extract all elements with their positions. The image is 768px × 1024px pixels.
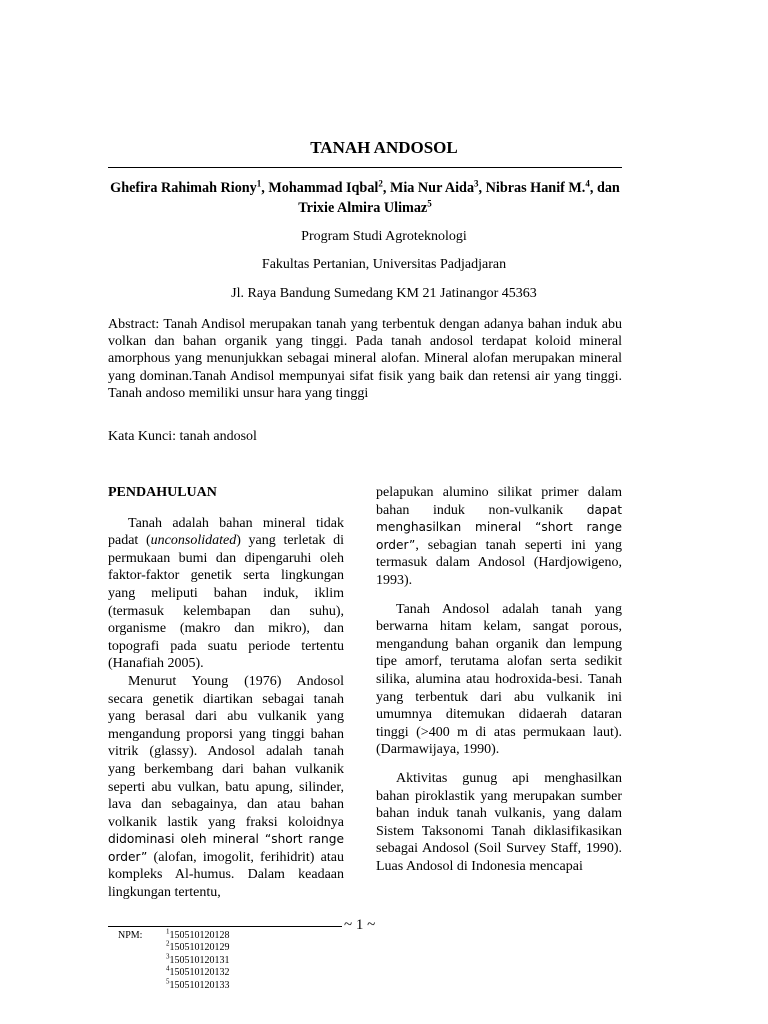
page-number: ~ 1 ~ (344, 917, 376, 933)
npm-item (166, 964, 230, 979)
npm-item (166, 942, 230, 954)
affiliation-address: Jl. Raya Bandung Sumedang KM 21 Jatinangor 45363 (231, 286, 537, 301)
author-mark: 4 (585, 178, 590, 189)
npm-item (166, 977, 230, 992)
npm-value: 150510120128 (169, 930, 230, 941)
paper-title: TANAH ANDOSOL (310, 138, 458, 157)
author-name: Trixie Almira Ulimaz (298, 200, 428, 216)
affiliation-program: Program Studi Agroteknologi (301, 229, 467, 244)
author-separator: , dan (589, 180, 620, 196)
author-separator: , (382, 180, 390, 196)
paragraph-sans-text: dapat menghasilkan mineral “short range order” (376, 502, 622, 552)
paragraph-text: pelapukan alumino silikat primer dalam bahan induk non-vulkanik (376, 485, 622, 518)
paragraph-text: , sebagian tanah seperti ini yang termasuk dalam Andosol (Hardjowigeno, 1993). (376, 537, 622, 588)
paragraph: Aktivitas gunug api menghasilkan bahan piroklastik yang merupakan sumber bahan induk tanah vulkanis, yang dalam Sistem Taksonomi Tanah diklasifikasikan sebagai Andosol (Soil Survey Staff, 1990). Luas Andosol di Indonesia mencapai (376, 770, 622, 874)
author-name: Mohammad Iqbal (268, 180, 379, 196)
npm-item (166, 952, 230, 967)
npm-value: 150510120131 (169, 954, 230, 966)
paragraph-text: Menurut Young (1976) Andosol secara genetik diartikan sebagai tanah yang berasal dari abu vulkanik yang mengandung proporsi yang tinggi bahan vitrik (glassy). Andosol adalah tanah yang berkembang dari bahan vulkanik seperti abu vulkan, batu apung, silinder, lava dan sebagainya, dan atau bahan volkanik lastik yang fraksi koloidnya (108, 673, 344, 830)
body-column-right (376, 484, 622, 875)
npm-value: 150510120133 (169, 979, 230, 991)
author-name: Nibras Hanif M. (485, 180, 586, 196)
author-mark: 3 (474, 178, 479, 189)
npm-item (166, 927, 230, 942)
paragraph-text: (alofan, imogolit, ferihidrit) atau kompleks Al-humus. Dalam keadaan lingkungan tertentu, (108, 849, 344, 901)
keywords: Kata Kunci: tanah andosol (108, 429, 257, 444)
npm-value: 150510120132 (169, 967, 230, 979)
title-divider (108, 167, 622, 168)
author-name: Mia Nur Aida (389, 180, 475, 196)
npm-mark: 2 (166, 940, 170, 949)
npm-mark: 1 (166, 927, 170, 936)
npm-mark: 3 (166, 952, 170, 961)
paragraph (108, 515, 344, 673)
npm-value: 150510120129 (169, 942, 230, 954)
paragraph: Tanah Andosol adalah tanah yang berwarna hitam kelam, sangat porous, mengandung bahan organik dan lempung tipe amorf, terutama alofan serta sedikit silika, alumina atau hodroxida-besi. Tanah yang terbentuk dari abu vulkanik ini umumnya ditemukan didaerah dataran tinggi (>400 m di atas permukaan laut). (Darmawijaya, 1990). (376, 601, 622, 758)
npm-mark: 4 (166, 964, 170, 973)
author-separator: , (261, 180, 269, 196)
paragraph-text: ) yang terletak di permukaan bumi dan dipengaruhi oleh faktor-faktor genetik serta lingkungan yang meliputi bahan induk, iklim (termasuk kelembapan dan suhu), organisme (makro dan mikro), dan topografi pada suatu periode tertentu (Hanafiah 2005). (108, 533, 344, 672)
paragraph (108, 673, 344, 902)
paragraph (376, 484, 622, 590)
npm-mark: 5 (166, 977, 170, 986)
paragraph-sans-text: didominasi oleh mineral “short range order” (108, 832, 344, 864)
paragraph-italic-text: unconsolidated (150, 533, 237, 549)
npm-list (166, 927, 230, 992)
npm-label: NPM: (118, 930, 143, 941)
author-mark: 5 (427, 198, 432, 209)
body-column-left (108, 484, 344, 902)
paragraph-text: Tanah adalah bahan mineral tidak padat ( (108, 515, 344, 549)
author-mark: 1 (256, 178, 262, 189)
footnote-divider (108, 926, 342, 927)
author-separator: , (478, 180, 486, 196)
author-list (108, 178, 622, 218)
affiliation-faculty: Fakultas Pertanian, Universitas Padjadjaran (261, 257, 507, 272)
section-heading: PENDAHULUAN (108, 485, 217, 500)
author-mark: 2 (378, 178, 383, 189)
abstract: Abstract: Tanah Andisol merupakan tanah yang terbentuk dengan adanya bahan induk abu volkan dan bahan organik yang tinggi. Pada tanah andosol terdapat koloid mineral amorphous yang menunjukkan sebagai mineral alofan. Mineral alofan merupakan mineral yang dominan.Tanah Andisol mempunyai sifat fisik yang baik dan retensi air yang tinggi. Tanah andoso memiliki unsur hara yang tinggi (108, 317, 622, 401)
author-name: Ghefira Rahimah Riony (110, 180, 257, 196)
